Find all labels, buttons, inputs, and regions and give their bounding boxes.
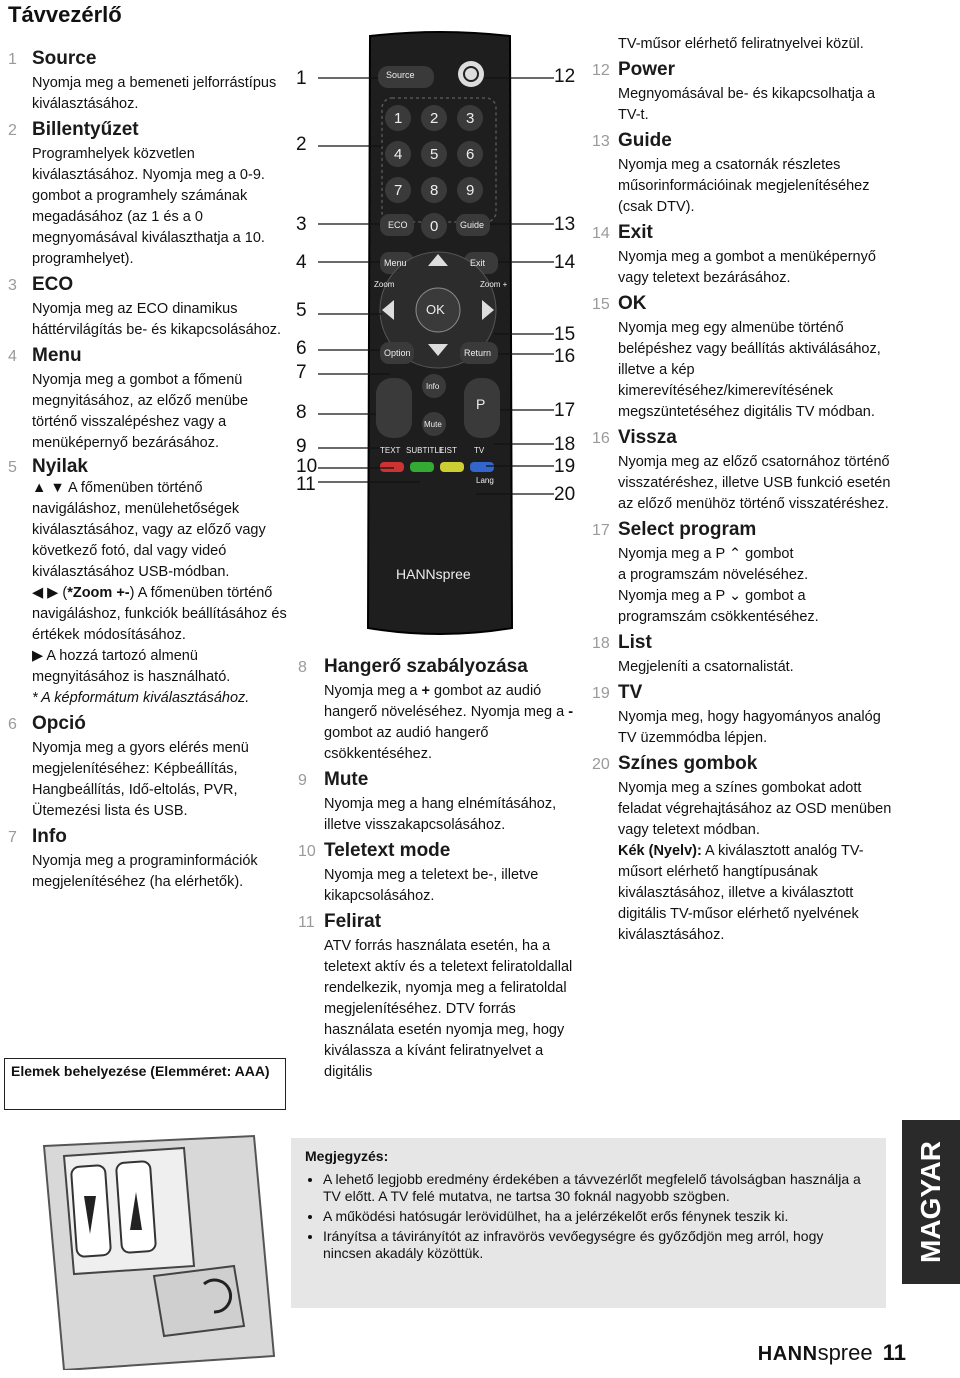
list-item [592, 427, 892, 515]
item-heading: Exit [618, 222, 653, 243]
list-item [8, 713, 290, 822]
callout-15: 15 [554, 324, 576, 345]
list-item [592, 59, 892, 126]
item-body: ATV forrás használata esetén, ha a teletext aktív és a teletext feliratoldallal rendelkezik, nyomja meg a feliratoldal megjelenítéséhez. DTV forrás használata esetén nyomja meg, hogy kiválassza a kívánt feliratnyelvet a digitális [324, 938, 573, 1080]
item-number: 8 [298, 659, 307, 676]
digit-button-8[interactable]: 8 [430, 182, 439, 199]
remote-area [290, 28, 590, 638]
callout-14: 14 [554, 252, 576, 273]
menu-button[interactable]: Menu [384, 258, 407, 268]
notes-box [291, 1138, 886, 1308]
item-heading: Vissza [618, 427, 677, 448]
digit-button-6[interactable]: 6 [466, 146, 475, 163]
item-body: Nyomja meg, hogy hagyományos analóg TV üzemmódba lépjen. [618, 709, 881, 746]
notes-title: Megjegyzés: [305, 1148, 389, 1164]
nyilak-p3: ▶ A hozzá tartozó almenü megnyitásához is használható. [32, 648, 231, 685]
info-button[interactable]: Info [426, 382, 440, 391]
item-body: Nyomja meg a gombot a főmenü megnyitásához, az előző menübe történő visszalépéshez vagy a menüképernyő bezárásához. [32, 372, 249, 451]
list-item [8, 119, 290, 270]
item-body: Nyomja meg a gyors elérés menü megjelenítéséhez: Képbeállítás, Hangbeállítás, Idő-eltolás, PVR, Ütemezési lista és USB. [32, 740, 249, 819]
page-title: Távvezérlő [8, 2, 122, 27]
nyilak-p1: ▲ ▼ A főmenüben történő navigáláshoz, menülehetőségek kiválasztásához, vagy az előző vagy következő fotó, dal vagy videó kiválasztásához USB-módban. [32, 480, 266, 580]
item-heading: Info [32, 826, 67, 847]
callout-18: 18 [554, 434, 576, 455]
item-colour-buttons [592, 753, 892, 946]
callout-9: 9 [296, 436, 307, 457]
callout-12: 12 [554, 66, 576, 87]
column-left [8, 44, 290, 893]
callout-10: 10 [296, 456, 318, 477]
item-number: 4 [8, 348, 17, 365]
item-number: 18 [592, 635, 610, 652]
chevron-down-icon: ⌄ [728, 588, 742, 604]
callout-1: 1 [296, 68, 307, 89]
note-item: • A működési hatósugár lerövidülhet, ha a jelérzékelőt erős fénynek teszik ki. [323, 1208, 872, 1225]
digit-button-0[interactable]: 0 [430, 218, 439, 235]
battery-box-label: Elemek behelyezése (Elemméret: AAA) [4, 1058, 286, 1110]
callout-11: 11 [296, 474, 316, 495]
item-heading: Menu [32, 345, 82, 366]
list-item [298, 911, 588, 1083]
item-heading: Színes gombok [618, 753, 758, 774]
item-body: Nyomja meg egy almenübe történő belépéshez vagy beállítás aktiválásához, illetve a kép kimerevítéséhez/kimerevítésének megszüntetéséhez digitális TV módban. [618, 320, 881, 420]
remote-brand-logo: HANNspree [396, 566, 471, 582]
callout-19: 19 [554, 456, 576, 477]
note-item: • Irányítsa a távirányítót az infravörös vevőegységre és győződjön meg arról, hogy nincsen akadály közöttük. [323, 1228, 872, 1262]
item-heading: Power [618, 59, 676, 80]
column-middle [298, 652, 588, 1083]
list-item [592, 293, 892, 423]
zoom-plus-label: Zoom + [480, 280, 508, 289]
item-number: 6 [8, 716, 17, 733]
item-number: 11 [298, 914, 315, 931]
item-heading: ECO [32, 274, 74, 295]
col1-items [8, 48, 290, 454]
list-item [8, 826, 290, 893]
item-number: 16 [592, 430, 610, 447]
list-item [592, 682, 892, 749]
list-item [592, 130, 892, 218]
item-heading: Nyilak [32, 456, 88, 477]
item-nyilak [8, 456, 290, 709]
guide-button[interactable]: Guide [460, 220, 485, 230]
footer [758, 1340, 906, 1366]
select-program-line2: a programszám növeléséhez. [618, 567, 809, 583]
digit-button-7[interactable]: 7 [394, 182, 403, 199]
item-body: Nyomja meg a színes gombokat adott feladat végrehajtásához az OSD menüben vagy teletext módban. [618, 780, 892, 838]
item-number: 13 [592, 133, 610, 150]
item-body: Nyomja meg a bemeneti jelforrástípus kiválasztásához. [32, 75, 277, 112]
callout-8: 8 [296, 402, 307, 423]
callout-20: 20 [554, 484, 576, 505]
item-heading: Felirat [324, 911, 382, 932]
note-item: • A lehető legjobb eredmény érdekében a távvezérlőt megfelelő távolságban használja a TV előtt. A TV felé mutatva, ne tartsa 30 foknál nagyobb szögben. [323, 1171, 872, 1205]
callout-3: 3 [296, 214, 307, 235]
item-number: 12 [592, 62, 610, 79]
item-number: 2 [8, 122, 17, 139]
item-heading: Hangerő szabályozása [324, 656, 528, 677]
callout-4: 4 [296, 252, 307, 273]
program-button[interactable]: P [476, 396, 486, 412]
column-right [592, 34, 892, 946]
item-body: Nyomja meg a teletext be-, illetve kikapcsolásához. [324, 867, 539, 904]
item-body: Nyomja meg az ECO dinamikus háttérvilágítás be- és kikapcsolásához. [32, 301, 282, 338]
list-item [298, 840, 588, 907]
source-button[interactable]: Source [386, 70, 415, 80]
callout-13: 13 [554, 214, 576, 235]
item-number: 5 [8, 459, 17, 476]
digit-button-9[interactable]: 9 [466, 182, 475, 199]
option-button[interactable]: Option [384, 348, 411, 358]
item-heading: List [618, 632, 652, 653]
kek-text: Kék (Nyelv): A kiválasztott analóg TV-műsort elérhető hangtípusának kiválasztásához, illetve a kiválasztott digitális TV-műsor elérhető nyelvének kiválasztásához. [618, 843, 864, 943]
list-item [298, 656, 588, 765]
digit-button-4[interactable]: 4 [394, 146, 403, 163]
callout-16: 16 [554, 346, 576, 367]
tv-button[interactable]: TV [474, 446, 485, 455]
col3-intro: TV-műsor elérhető feliratnyelvei közül. [618, 36, 864, 52]
brand-logo-tail: spree [817, 1340, 873, 1365]
item-body: Programhelyek közvetlen kiválasztásához. Nyomja meg a 0-9. gombot a programhely számának megadásához (az 1 és a 0 megnyomásával kiválaszthatja a 10. programhelyet). [32, 146, 265, 267]
return-button[interactable]: Return [464, 348, 492, 358]
notes-list [305, 1171, 872, 1262]
exit-button[interactable]: Exit [470, 258, 486, 268]
item-heading: TV [618, 682, 643, 703]
list-item [592, 222, 892, 289]
callout-6: 6 [296, 338, 307, 359]
callout-5: 5 [296, 300, 307, 321]
page-number: 11 [882, 1340, 906, 1365]
list-item [592, 632, 892, 678]
item-number: 19 [592, 685, 610, 702]
zoom-minus-label: Zoom [374, 280, 395, 289]
item-body: Megjeleníti a csatornalistát. [618, 659, 794, 675]
brand-logo: HANN [757, 1343, 818, 1365]
remote-control-drawing [290, 28, 590, 638]
item-heading: OK [618, 293, 647, 314]
nyilak-p4: * A képformátum kiválasztásához. [32, 690, 250, 706]
item-heading: Teletext mode [324, 840, 451, 861]
item-number: 15 [592, 296, 610, 313]
language-tab: MAGYAR [902, 1120, 960, 1284]
callout-17: 17 [554, 400, 576, 421]
list-button[interactable]: LIST [440, 446, 457, 455]
item-heading: Mute [324, 769, 369, 790]
item-number: 10 [298, 843, 316, 860]
item-number: 17 [592, 522, 610, 539]
item-number: 9 [298, 772, 307, 789]
item-heading: Opció [32, 713, 86, 734]
select-program-line3: Nyomja meg a P ⌄ gombot a [618, 588, 806, 604]
list-item [298, 769, 588, 836]
select-program-line4: programszám csökkentéséhez. [618, 609, 819, 625]
battery-illustration [4, 1126, 286, 1370]
chevron-up-icon: ⌃ [728, 546, 742, 562]
item-number: 1 [8, 51, 17, 68]
item-number: 14 [592, 225, 610, 242]
item-body: Megnyomásával be- és kikapcsolhatja a TV-t. [618, 86, 876, 123]
list-item [8, 48, 290, 115]
col2-items [298, 656, 588, 1083]
list-item [8, 274, 290, 341]
col1b-items [8, 713, 290, 893]
lang-label: Lang [476, 476, 494, 485]
item-body: Nyomja meg a + gombot az audió hangerő növeléséhez. Nyomja meg a - gombot az audió hangerő csökkentéséhez. [324, 683, 574, 762]
select-program-line1: Nyomja meg a P ⌃ gombot [618, 546, 794, 562]
callout-2: 2 [296, 134, 307, 155]
list-item [8, 345, 290, 454]
digit-button-2[interactable]: 2 [430, 110, 439, 127]
item-body: Nyomja meg a gombot a menüképernyő vagy teletext bezárásához. [618, 249, 876, 286]
item-number: 3 [8, 277, 17, 294]
col3b-items [592, 632, 892, 749]
mute-button[interactable]: Mute [424, 420, 442, 429]
item-heading: Source [32, 48, 97, 69]
item-body: Nyomja meg az előző csatornához történő visszatéréshez, illetve USB funkció esetén az előző menühöz történő visszatéréshez. [618, 454, 891, 512]
text-button[interactable]: TEXT [380, 446, 401, 455]
nyilak-p2: ◀ ▶ (*Zoom +-) A főmenüben történő navigáláshoz, funkciók beállításához és értékek módosításához. [32, 585, 287, 643]
subtitle-button[interactable]: SUBTITLE [406, 446, 445, 455]
digit-button-1[interactable]: 1 [394, 110, 403, 127]
item-body: Nyomja meg a hang elnémításához, illetve visszakapcsolásához. [324, 796, 557, 833]
ok-button[interactable]: OK [426, 302, 445, 317]
col3-items [592, 59, 892, 515]
item-heading: Select program [618, 519, 757, 540]
callout-7: 7 [296, 362, 307, 383]
item-number: 7 [8, 829, 17, 846]
eco-button[interactable]: ECO [388, 220, 408, 230]
item-body: Nyomja meg a csatornák részletes műsorinformációinak megjelenítéséhez (csak DTV). [618, 157, 870, 215]
digit-button-3[interactable]: 3 [466, 110, 475, 127]
item-body: Nyomja meg a programinformációk megjelenítéséhez (ha elérhetők). [32, 853, 258, 890]
digit-button-5[interactable]: 5 [430, 146, 439, 163]
item-number: 20 [592, 756, 610, 773]
item-select-program [592, 519, 892, 628]
item-heading: Guide [618, 130, 672, 151]
item-heading: Billentyűzet [32, 119, 139, 140]
